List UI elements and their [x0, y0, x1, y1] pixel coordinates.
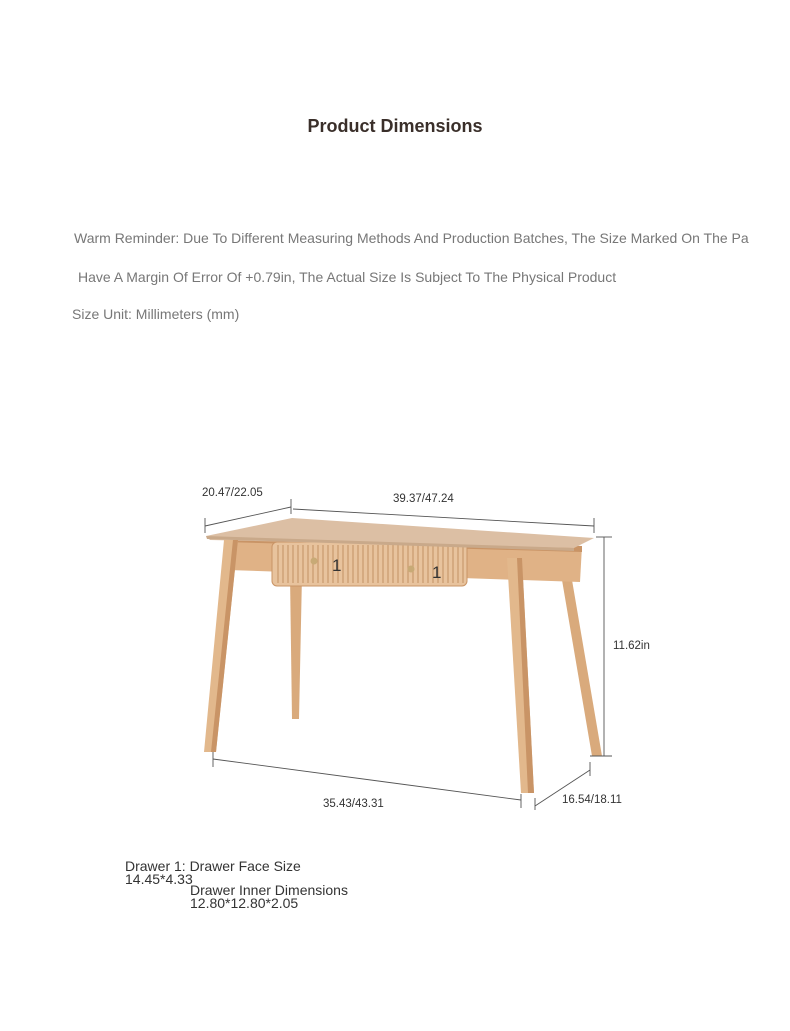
drawer-inner-label: Drawer Inner Dimensions: [190, 882, 348, 898]
back-right-leg: [562, 580, 602, 756]
drawer-number-right: 1: [432, 563, 442, 582]
bottom-depth-label: 16.54/18.11: [562, 794, 622, 806]
drawer-inner-size: 12.80*12.80*2.05: [190, 895, 299, 911]
depth-label: 20.47/22.05: [202, 487, 263, 499]
drawer-knob-left: [311, 558, 318, 565]
size-unit-note: Size Unit: Millimeters (mm): [72, 306, 240, 322]
drawer-knob-right: [408, 566, 415, 573]
drawer-face-size: 14.45*4.33: [125, 871, 193, 887]
warm-reminder-line-1: Warm Reminder: Due To Different Measuring Methods And Production Batches, The Size Marked On The Pa: [74, 230, 749, 246]
back-left-leg: [290, 575, 302, 719]
height-label: 11.62in: [613, 640, 650, 652]
page-title: Product Dimensions: [307, 116, 483, 136]
drawer-number-left: 1: [332, 556, 342, 575]
warm-reminder-line-2: Have A Margin Of Error Of +0.79in, The Actual Size Is Subject To The Physical Product: [78, 269, 617, 285]
top-length-label: 39.37/47.24: [393, 493, 454, 505]
drawer-face-label: Drawer 1: Drawer Face Size: [125, 858, 301, 874]
bottom-length-dimension-line: [213, 759, 521, 800]
bottom-length-label: 35.43/43.31: [323, 798, 384, 810]
